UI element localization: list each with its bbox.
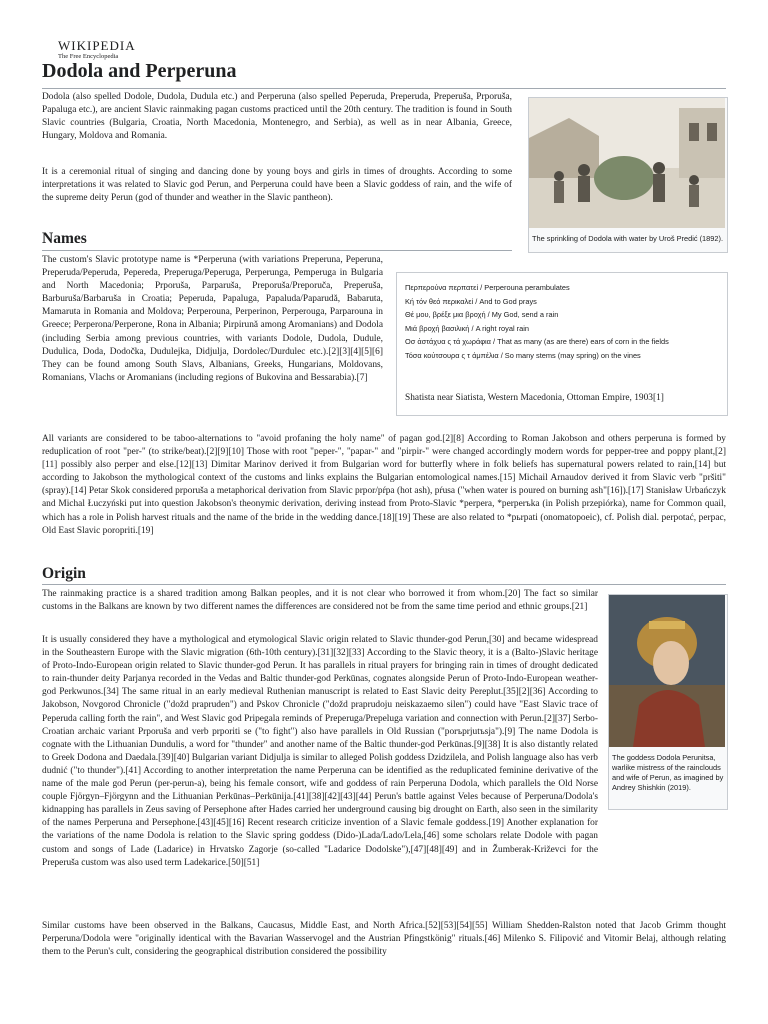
names-divider [42,250,512,251]
names-paragraph-1: The custom's Slavic prototype name is *Perperuna (with variations Preperuna, Peperuna, Preperuda/Peperuda, Pepereda, Preperuga/Peperuga, Perperunga, Pemperuga in Bulgaria and North Macedonia; Prporuša, Parparuša, Preporuša/Preporuča, Preperuša, Barburuša/Barbaruša in Croatia; Peperuda, Papaluga, Papaluda/Paparudă, Babaruta, Mamaruta in Romania and Moldova; Perperouna, Perperinon, Perperouga, Parparouna in Greece; Perperona/Perperone, Rona in Albania; Pirpirună among Aromanians) and Dodola (including Serbia among previous countries, with variants Dodole, Dudola, Dudule, Dudulica, Doda, Dodočka, Dudulejka, Didjulja, Dordolec/Durdulec etc.).[2][3][4][5][6] They can be found among South Slavs, Albanians, Greeks, Hungarians, Moldovans, Romanians, Vlachs or Aromanians (including regions of Bukovina and Bessarabia).[7] [42,255,383,383]
goddess-dodola-painting[interactable] [609,595,725,747]
origin-paragraph-3: Similar customs have been observed in the Balkans, Caucasus, Middle East, and North Africa.[52][53][54][55] William Shedden-Ralston noted that Jacob Grimm thought Perperuna/Dodola were "originally identical with the Bavarian Wasservogel and the Austrian Pfingstkönig" rituals.[46] Milenko S. Filipović and Vitomir Belaj, although relating them to the Perun's cult, considering the geographical distribution considered the possibility [42,921,726,958]
poem-line: Κή τόν θεό περικαλεί / And to God prays [405,296,537,306]
poem-line: Μιά βροχή βασιλική / A right royal rain [405,323,529,333]
figure1-caption: The sprinkling of Dodola with water by Uroš Predić (1892). [532,234,724,243]
poem-line: Οσ ἀστάχυα ς τά χωράφια / That as many (as are there) ears of corn in the fields [405,337,669,347]
intro-paragraph-1: Dodola (also spelled Dodole, Dudola, Dudula etc.) and Perperuna (also spelled Peperuda, Preperuda, Preperuša, Prporuša, Papaluga etc.), are ancient Slavic rainmaking pagan customs practiced until the 20th century. The tradition is found in South Slavic countries (Bulgaria, Croatia, North Macedonia, Montenegro, and Serbia), as well as in near Albania, Greece, Hungary, Moldova and Romania. [42,92,512,142]
wikipedia-logo[interactable] [58,38,136,60]
poem-line: Τόσα κοὐτσουρα ς τ άμπέλια / So many stems (may spring) on the vines [405,350,641,360]
dodola-sprinkling-illustration[interactable] [529,98,725,228]
logo-wordmark: WIKIPEDIA [58,38,136,53]
poem-quote-box [396,272,728,416]
origin-paragraph-2: It is usually considered they have a mythological and etymological Slavic origin related to Slavic thunder-god Perun,[30] and became widespread in the Southeastern Europe with the Slavic migration (6th-10th century).[31][32][33] According to the Slavic theory, it is a (Balto-)Slavic heritage of Proto-Indo-European origin related to Slavic thunder-god Perun. It has parallels in ritual prayers for bringing rain in times of drought dedicated to rain-thunder deity Parjanya recorded in the Vedas and Baltic thunder-god Perkūnas, cognates alongside Perun of Proto-Indo-European weather-god Perkwunos.[34] The same ritual in an early medieval Ruthenian manuscript is related to East Slavic deity Pereplut.[35][2][36] According to Jakobson, Novgorod Chronicle ("dožd prapruden") and Pskov Chronicle ("dožd praprudoju neiskazaemo silen") could have "East Slavic trace of Peperuda calling forth the rain", and West Slavic god Pripegala reminds of Preperuga/Prepeluga variation and connection with Perun.[2][37] Serbo-Croatian archaic variant Prporuša and verb prporiti se ("to fight") also have parallels in Old Russian ("porъprjutъsja").[9] The name Dodola is cognate with the Lithuanian Dundulis, a word for "thunder" and another name of the Baltic thunder-god Perkūnas.[9][38] It is also distantly related to Greek Dodona and Daedala.[39][40] Bulgarian variant Didjulja is similar to alleged Polish goddess Dzidzilela, and Polish language also has verb dudnić ("to thunder").[41] According to another interpretation the name Perperuna can be identified as the reduplicated feminine derivative of the name of the male god Perun (per-perun-a), being his female consort, wife and goddess of rain Perperuna Dodola, which parallels the Old Norse couple Fjörgyn–Fjörgynn and the Lithuanian Perkūnas–Perkūnija.[41][38][42][43][44] Perun's battle against Veles because of Perperuna/Dodola's kidnapping has parallels in Zeus saving of Persephone after Hades carried her underground causing big drought on Earth, also seen in the similarity of the names Perperuna and Persephone.[43][45][16] Recent research criticize invention of a Slavic female goddess.[19] Another explanation for the variations of the name Dodola is relation to the Slavic spring goddess (Dido-)Lada/Lado/Lela,[46] some scholars relate Dodole with pagan custom and songs of Lade (Ladarice) in Hrvatsko Zagorje (so-called "Ladarice Dodolske"),[47][48][49] and in Žumberak-Križevci for the Preperuša custom was also used term Ladekarice.[50][51] [42,635,598,868]
poem-source: Shatista near Siatista, Western Macedonia, Ottoman Empire, 1903[1] [405,393,664,403]
intro-paragraph-2: It is a ceremonial ritual of singing and dancing done by young boys and girls in times of droughts. According to some interpretations it was related to Slavic god Perun, and Perperuna could have been a Slavic goddess of rain, and the wife of the supreme deity Perun (god of thunder and weather in the Slavic pantheon). [42,167,512,204]
poem-line: Περπερούνα περπατεί / Perperouna perambulates [405,283,570,292]
section-heading-origin: Origin [42,565,86,582]
figure-dodola-sprinkling [528,97,728,253]
figure2-caption: The goddess Dodola Perunitsa, warlike mistress of the rainclouds and wife of Perun, as imagined by Andrey Shishkin (2019). [612,753,724,792]
section-heading-names: Names [42,230,87,247]
title-divider [42,88,726,89]
figure-dodola-goddess [608,594,728,810]
origin-paragraph-1: The rainmaking practice is a shared tradition among Balkan peoples, and it is not clear who borrowed it from whom.[20] The fact so similar customs in the Balkans are known by two different names the differences are considered not be from the same time period and ethnic groups.[21] [42,589,598,613]
logo-tagline: The Free Encyclopedia [58,53,119,60]
origin-divider [42,584,726,585]
names-paragraph-2: All variants are considered to be taboo-alternations to "avoid profaning the holy name" of pagan god.[2][8] According to Roman Jakobson and others perperuna is formed by reduplication of root "per-" (to strike/beat).[2][9][10] Those with root "peper-", "papar-" and "pirpir-" were changed accordingly modern words for pepper-tree and poppy plant,[2][11] possibly also perper and else.[12][13] Dimitar Marinov derived it from Bulgarian word for butterfly where in folk beliefs has supernatural powers related to rain,[14] but according to Jakobson the mythological context of the customs and links explains the Bulgarian entomological names.[15] Michail Arnaudov derived it from Slavic verb "pršiti" (spray).[14] Petar Skok considered prporuša a metaphorical derivation from Slavic prpor/pŕpa (hot ash), pŕusa ("when water is poured on burning ash"[16]).[17] Stanisław Urbańczyk and Michal Łuczyński put into question Jakobson's theonymic derivation, deriving instead from Proto-Slavic *perpera, *perperъka (in Polish przepiórka), name for Common quail, which has a role in Polish harvest rituals and the name of the bride in the wedding dance.[18][19] These are also related to *pьrpati (onomatopoeic), cf. Polish dial. perpotać, perpac, Old East Slavic poropriti.[19] [42,434,726,536]
page-title: Dodola and Perperuna [42,60,237,82]
poem-line: Θέ μου, βρέξε μια βροχή / My God, send a rain [405,310,559,320]
